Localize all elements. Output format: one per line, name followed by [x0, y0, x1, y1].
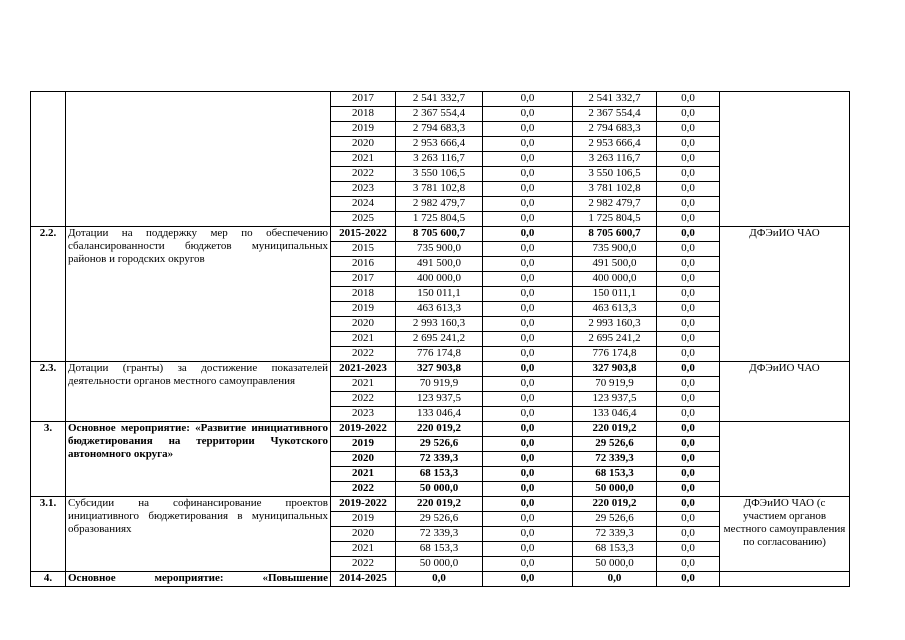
federal-cell: 0,0 — [483, 377, 573, 392]
total-cell: 2 982 479,7 — [396, 197, 483, 212]
responsible-executor: ДФЭиИО ЧАО — [720, 362, 850, 422]
total-cell: 3 550 106,5 — [396, 167, 483, 182]
year-cell: 2020 — [331, 137, 396, 152]
year-cell: 2025 — [331, 212, 396, 227]
other-cell: 0,0 — [657, 392, 720, 407]
total-cell: 133 046,4 — [396, 407, 483, 422]
other-cell: 0,0 — [657, 287, 720, 302]
other-cell: 0,0 — [657, 212, 720, 227]
regional-cell: 0,0 — [573, 572, 657, 587]
total-cell: 776 174,8 — [396, 347, 483, 362]
other-cell: 0,0 — [657, 107, 720, 122]
federal-cell: 0,0 — [483, 407, 573, 422]
item-number: 2.2. — [31, 227, 66, 362]
regional-cell: 3 550 106,5 — [573, 167, 657, 182]
federal-cell: 0,0 — [483, 122, 573, 137]
other-cell: 0,0 — [657, 452, 720, 467]
total-cell: 72 339,3 — [396, 452, 483, 467]
total-cell: 50 000,0 — [396, 557, 483, 572]
other-cell: 0,0 — [657, 197, 720, 212]
federal-cell: 0,0 — [483, 182, 573, 197]
item-name: Основное мероприятие: «Развитие инициативного бюджетирования на территории Чукотского автономного округа» — [66, 422, 331, 497]
year-cell: 2018 — [331, 287, 396, 302]
regional-cell: 776 174,8 — [573, 347, 657, 362]
other-cell: 0,0 — [657, 377, 720, 392]
year-cell: 2019 — [331, 437, 396, 452]
total-cell: 2 695 241,2 — [396, 332, 483, 347]
federal-cell: 0,0 — [483, 212, 573, 227]
other-cell: 0,0 — [657, 542, 720, 557]
total-cell: 400 000,0 — [396, 272, 483, 287]
other-cell: 0,0 — [657, 437, 720, 452]
total-cell: 0,0 — [396, 572, 483, 587]
regional-cell: 29 526,6 — [573, 437, 657, 452]
federal-cell: 0,0 — [483, 257, 573, 272]
year-cell: 2023 — [331, 182, 396, 197]
year-cell: 2022 — [331, 167, 396, 182]
total-cell: 2 367 554,4 — [396, 107, 483, 122]
total-cell: 70 919,9 — [396, 377, 483, 392]
year-cell: 2023 — [331, 407, 396, 422]
regional-cell: 3 263 116,7 — [573, 152, 657, 167]
total-cell: 2 953 666,4 — [396, 137, 483, 152]
total-cell: 50 000,0 — [396, 482, 483, 497]
federal-cell: 0,0 — [483, 302, 573, 317]
other-cell: 0,0 — [657, 527, 720, 542]
year-cell: 2019 — [331, 302, 396, 317]
year-cell: 2021 — [331, 152, 396, 167]
year-cell: 2014-2025 — [331, 572, 396, 587]
regional-cell: 150 011,1 — [573, 287, 657, 302]
other-cell: 0,0 — [657, 317, 720, 332]
regional-cell: 29 526,6 — [573, 512, 657, 527]
other-cell: 0,0 — [657, 272, 720, 287]
total-cell: 327 903,8 — [396, 362, 483, 377]
federal-cell: 0,0 — [483, 437, 573, 452]
federal-cell: 0,0 — [483, 482, 573, 497]
federal-cell: 0,0 — [483, 542, 573, 557]
year-cell: 2022 — [331, 482, 396, 497]
total-cell: 735 900,0 — [396, 242, 483, 257]
responsible-executor — [720, 572, 850, 587]
item-number: 3. — [31, 422, 66, 497]
other-cell: 0,0 — [657, 467, 720, 482]
regional-cell: 8 705 600,7 — [573, 227, 657, 242]
total-cell: 123 937,5 — [396, 392, 483, 407]
responsible-executor — [720, 92, 850, 227]
total-cell: 2 794 683,3 — [396, 122, 483, 137]
budget-table — [30, 91, 850, 587]
year-cell: 2021 — [331, 377, 396, 392]
federal-cell: 0,0 — [483, 317, 573, 332]
other-cell: 0,0 — [657, 242, 720, 257]
other-cell: 0,0 — [657, 362, 720, 377]
other-cell: 0,0 — [657, 92, 720, 107]
item-number: 3.1. — [31, 497, 66, 572]
total-cell: 463 613,3 — [396, 302, 483, 317]
federal-cell: 0,0 — [483, 362, 573, 377]
total-cell: 220 019,2 — [396, 422, 483, 437]
table-row — [31, 227, 850, 242]
year-cell: 2015 — [331, 242, 396, 257]
other-cell: 0,0 — [657, 482, 720, 497]
other-cell: 0,0 — [657, 137, 720, 152]
year-cell: 2019 — [331, 122, 396, 137]
regional-cell: 2 953 666,4 — [573, 137, 657, 152]
other-cell: 0,0 — [657, 152, 720, 167]
other-cell: 0,0 — [657, 407, 720, 422]
year-cell: 2018 — [331, 107, 396, 122]
regional-cell: 133 046,4 — [573, 407, 657, 422]
other-cell: 0,0 — [657, 557, 720, 572]
year-cell: 2015-2022 — [331, 227, 396, 242]
year-cell: 2017 — [331, 272, 396, 287]
item-number: 2.3. — [31, 362, 66, 422]
year-cell: 2020 — [331, 317, 396, 332]
total-cell: 68 153,3 — [396, 467, 483, 482]
federal-cell: 0,0 — [483, 512, 573, 527]
year-cell: 2016 — [331, 257, 396, 272]
other-cell: 0,0 — [657, 422, 720, 437]
total-cell: 29 526,6 — [396, 512, 483, 527]
regional-cell: 2 993 160,3 — [573, 317, 657, 332]
item-name: Дотации (гранты) за достижение показателей деятельности органов местного самоуправления — [66, 362, 331, 422]
year-cell: 2022 — [331, 557, 396, 572]
federal-cell: 0,0 — [483, 152, 573, 167]
total-cell: 220 019,2 — [396, 497, 483, 512]
regional-cell: 735 900,0 — [573, 242, 657, 257]
table-row — [31, 497, 850, 512]
total-cell: 72 339,3 — [396, 527, 483, 542]
year-cell: 2021 — [331, 467, 396, 482]
regional-cell: 2 695 241,2 — [573, 332, 657, 347]
total-cell: 150 011,1 — [396, 287, 483, 302]
total-cell: 1 725 804,5 — [396, 212, 483, 227]
year-cell: 2020 — [331, 452, 396, 467]
table-row — [31, 572, 850, 587]
responsible-executor — [720, 422, 850, 497]
responsible-executor: ДФЭиИО ЧАО — [720, 227, 850, 362]
regional-cell: 72 339,3 — [573, 452, 657, 467]
federal-cell: 0,0 — [483, 467, 573, 482]
regional-cell: 123 937,5 — [573, 392, 657, 407]
responsible-executor: ДФЭиИО ЧАО (с участием органов местного самоуправления по согласованию) — [720, 497, 850, 572]
other-cell: 0,0 — [657, 182, 720, 197]
year-cell: 2021-2023 — [331, 362, 396, 377]
total-cell: 29 526,6 — [396, 437, 483, 452]
federal-cell: 0,0 — [483, 497, 573, 512]
year-cell: 2024 — [331, 197, 396, 212]
year-cell: 2022 — [331, 347, 396, 362]
other-cell: 0,0 — [657, 257, 720, 272]
regional-cell: 1 725 804,5 — [573, 212, 657, 227]
regional-cell: 72 339,3 — [573, 527, 657, 542]
year-cell: 2017 — [331, 92, 396, 107]
regional-cell: 70 919,9 — [573, 377, 657, 392]
year-cell: 2019 — [331, 512, 396, 527]
regional-cell: 50 000,0 — [573, 557, 657, 572]
total-cell: 68 153,3 — [396, 542, 483, 557]
item-name — [66, 92, 331, 227]
total-cell: 3 263 116,7 — [396, 152, 483, 167]
federal-cell: 0,0 — [483, 527, 573, 542]
total-cell: 491 500,0 — [396, 257, 483, 272]
federal-cell: 0,0 — [483, 227, 573, 242]
regional-cell: 2 982 479,7 — [573, 197, 657, 212]
year-cell: 2021 — [331, 542, 396, 557]
year-cell: 2019-2022 — [331, 497, 396, 512]
federal-cell: 0,0 — [483, 197, 573, 212]
total-cell: 2 993 160,3 — [396, 317, 483, 332]
regional-cell: 491 500,0 — [573, 257, 657, 272]
regional-cell: 400 000,0 — [573, 272, 657, 287]
budget-table-body — [31, 92, 850, 587]
other-cell: 0,0 — [657, 227, 720, 242]
item-name: Основное мероприятие: «Повышение — [66, 572, 331, 587]
federal-cell: 0,0 — [483, 272, 573, 287]
federal-cell: 0,0 — [483, 107, 573, 122]
regional-cell: 463 613,3 — [573, 302, 657, 317]
year-cell: 2020 — [331, 527, 396, 542]
item-number: 4. — [31, 572, 66, 587]
other-cell: 0,0 — [657, 512, 720, 527]
item-name: Субсидии на софинансирование проектов инициативного бюджетирования в муниципальных образованиях — [66, 497, 331, 572]
federal-cell: 0,0 — [483, 332, 573, 347]
federal-cell: 0,0 — [483, 287, 573, 302]
total-cell: 8 705 600,7 — [396, 227, 483, 242]
other-cell: 0,0 — [657, 572, 720, 587]
regional-cell: 50 000,0 — [573, 482, 657, 497]
federal-cell: 0,0 — [483, 557, 573, 572]
federal-cell: 0,0 — [483, 167, 573, 182]
other-cell: 0,0 — [657, 497, 720, 512]
item-name: Дотации на поддержку мер по обеспечению сбалансированности бюджетов муниципальных районов и городских округов — [66, 227, 331, 362]
year-cell: 2022 — [331, 392, 396, 407]
federal-cell: 0,0 — [483, 422, 573, 437]
other-cell: 0,0 — [657, 122, 720, 137]
regional-cell: 3 781 102,8 — [573, 182, 657, 197]
year-cell: 2019-2022 — [331, 422, 396, 437]
total-cell: 2 541 332,7 — [396, 92, 483, 107]
regional-cell: 2 367 554,4 — [573, 107, 657, 122]
regional-cell: 220 019,2 — [573, 497, 657, 512]
total-cell: 3 781 102,8 — [396, 182, 483, 197]
federal-cell: 0,0 — [483, 392, 573, 407]
other-cell: 0,0 — [657, 332, 720, 347]
federal-cell: 0,0 — [483, 347, 573, 362]
year-cell: 2021 — [331, 332, 396, 347]
table-row — [31, 92, 850, 107]
regional-cell: 2 541 332,7 — [573, 92, 657, 107]
other-cell: 0,0 — [657, 167, 720, 182]
other-cell: 0,0 — [657, 302, 720, 317]
federal-cell: 0,0 — [483, 452, 573, 467]
federal-cell: 0,0 — [483, 137, 573, 152]
federal-cell: 0,0 — [483, 242, 573, 257]
regional-cell: 2 794 683,3 — [573, 122, 657, 137]
item-number — [31, 92, 66, 227]
other-cell: 0,0 — [657, 347, 720, 362]
federal-cell: 0,0 — [483, 572, 573, 587]
regional-cell: 220 019,2 — [573, 422, 657, 437]
table-row — [31, 422, 850, 437]
regional-cell: 68 153,3 — [573, 542, 657, 557]
regional-cell: 68 153,3 — [573, 467, 657, 482]
table-row — [31, 362, 850, 377]
regional-cell: 327 903,8 — [573, 362, 657, 377]
federal-cell: 0,0 — [483, 92, 573, 107]
